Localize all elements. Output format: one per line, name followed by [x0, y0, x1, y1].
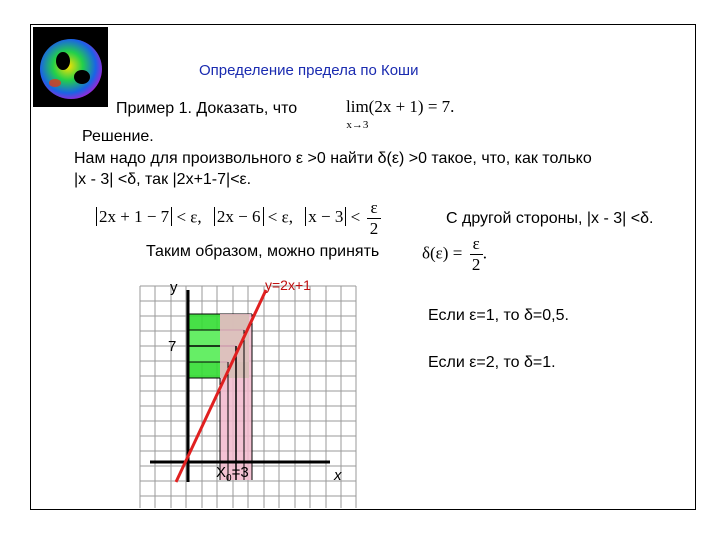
line-label: y=2x+1 — [265, 277, 311, 293]
frac-denominator: 2 — [369, 219, 379, 238]
other-side-text: С другой стороны, |x - 3| <δ. — [446, 210, 654, 227]
y-tick-seven: 7 — [168, 338, 177, 355]
thus-text: Таким образом, можно принять — [146, 243, 380, 260]
solution-label: Решение. — [82, 128, 154, 145]
case-epsilon-1: Если ε=1, то δ=0,5. — [428, 307, 569, 324]
delta-lhs: δ(ε) = — [422, 243, 463, 263]
example-statement: Пример 1. Доказать, что — [116, 100, 298, 117]
x0-subscript: 0 — [226, 473, 232, 484]
delta-denominator: 2 — [471, 255, 481, 274]
ineq-rel-1: < ε, — [176, 207, 202, 227]
x-axis-label: x — [334, 467, 342, 484]
x0-value: =3 — [231, 464, 249, 481]
delta-period: . — [482, 243, 487, 263]
ineq-rel-2: < ε, — [267, 207, 293, 227]
abs-expr-3: x − 3 — [305, 207, 346, 226]
ineq-rel-3: < — [350, 207, 361, 227]
abs-expr-2: 2x − 6 — [214, 207, 264, 226]
case-epsilon-2: Если ε=2, то δ=1. — [428, 354, 556, 371]
lim-word: lim — [346, 97, 369, 116]
slide-title: Определение предела по Коши — [199, 62, 419, 79]
frac-numerator: ε — [367, 198, 380, 219]
solution-line-2: |x - 3| <δ, так |2x+1-7|<ε. — [74, 171, 252, 188]
abs-expr-1: 2x + 1 − 7 — [96, 207, 172, 226]
y-axis-label: y — [170, 279, 178, 296]
x0-main: X — [216, 464, 227, 481]
delta-numerator: ε — [470, 234, 483, 255]
lim-expression: (2x + 1) = 7. — [368, 97, 455, 116]
lim-subscript: x→3 — [346, 119, 369, 131]
solution-line-1: Нам надо для произвольного ε >0 найти δ(ε) >0 такое, что, как только — [74, 150, 592, 167]
